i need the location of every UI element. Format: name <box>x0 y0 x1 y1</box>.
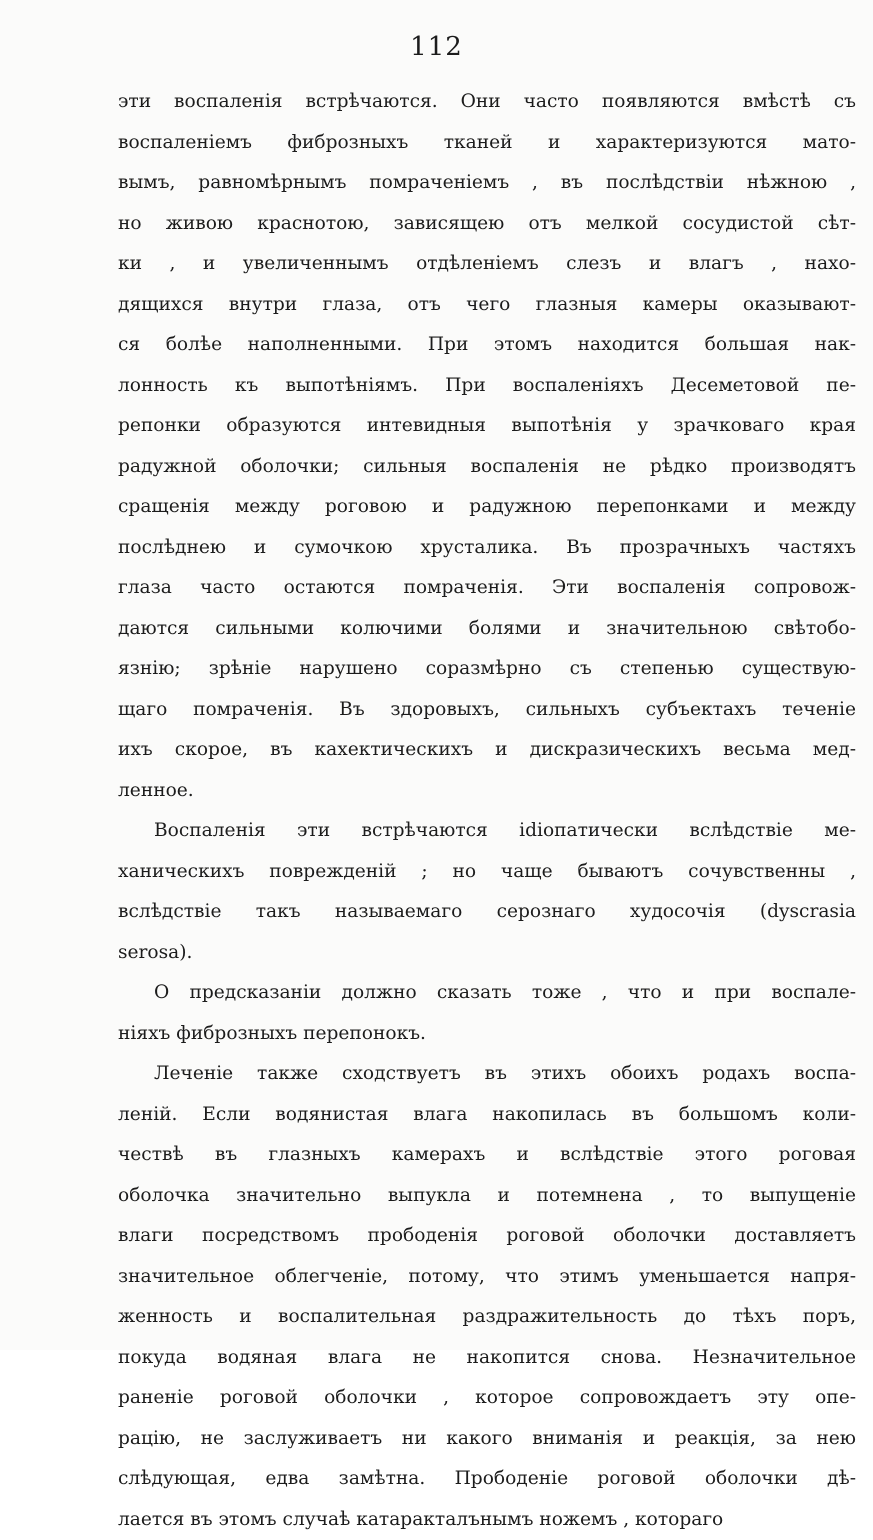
text-line: дящихся внутри глаза, отъ чего глазныя камеры оказывают- <box>118 285 856 326</box>
text-line: Воспаленія эти встрѣчаются idіопатически вслѣдствіе ме- <box>118 811 856 852</box>
text-line: ихъ скорое, въ кахектическихъ и дискразическихъ весьма мед- <box>118 730 856 771</box>
text-line: покуда водяная влага не накопится снова. Незначительное <box>118 1338 856 1379</box>
text-line: ся болѣе наполненными. При этомъ находится большая нак- <box>118 325 856 366</box>
text-line: ніяхъ фиброзныхъ перепонокъ. <box>118 1014 856 1055</box>
text-line: язнію; зрѣніе нарушено соразмѣрно съ степенью существую- <box>118 649 856 690</box>
text-line: лонность къ выпотѣніямъ. При воспаленіяхъ Десеметовой пе- <box>118 366 856 407</box>
page-number: 112 <box>0 32 873 62</box>
text-line: вымъ, равномѣрнымъ помраченіемъ , въ послѣдствіи нѣжною , <box>118 163 856 204</box>
text-line: слѣдующая, едва замѣтна. Прободеніе роговой оболочки дѣ- <box>118 1459 856 1500</box>
paragraph <box>118 82 856 811</box>
text-line: но живою краснотою, зависящею отъ мелкой сосудистой сѣт- <box>118 204 856 245</box>
text-line: оболочка значительно выпукла и потемнена , то выпущеніе <box>118 1176 856 1217</box>
text-line: леній. Если водянистая влага накопилась въ большомъ коли- <box>118 1095 856 1136</box>
text-line: глаза часто остаются помраченія. Эти воспаленія сопровож- <box>118 568 856 609</box>
text-line: рацію, не заслуживаетъ ни какого вниманія и реакція, за нею <box>118 1419 856 1460</box>
text-line: ленное. <box>118 771 856 812</box>
text-line: радужной оболочки; сильныя воспаленія не рѣдко производятъ <box>118 447 856 488</box>
text-line: воспаленіемъ фиброзныхъ тканей и характеризуются мато- <box>118 123 856 164</box>
text-line: ханическихъ поврежденій ; но чаще бываютъ сочувственны , <box>118 852 856 893</box>
text-line: репонки образуются интевидныя выпотѣнія у зрачковаго края <box>118 406 856 447</box>
text-line: щаго помраченія. Въ здоровыхъ, сильныхъ субъектахъ теченіе <box>118 690 856 731</box>
text-line: значительное облегченіе, потому, что этимъ уменьшается напря- <box>118 1257 856 1298</box>
text-line: эти воспаленія встрѣчаются. Они часто появляются вмѣстѣ съ <box>118 82 856 123</box>
text-line: лается въ этомъ случаѣ катаракталънымъ ножемъ , котораго <box>118 1500 856 1540</box>
paragraph <box>118 811 856 973</box>
text-line: ки , и увеличеннымъ отдѣленіемъ слезъ и влагъ , нахо- <box>118 244 856 285</box>
text-line: сращенія между роговою и радужною перепонками и между <box>118 487 856 528</box>
text-line: даются сильными колючими болями и значительною свѣтобо- <box>118 609 856 650</box>
text-line: вслѣдствіе такъ называемаго серознаго худосочія (dyscrasia <box>118 892 856 933</box>
text-line: влаги посредствомъ прободенія роговой оболочки доставляетъ <box>118 1216 856 1257</box>
text-line: О предсказаніи должно сказать тоже , что и при воспале- <box>118 973 856 1014</box>
text-line: Леченіе также сходствуетъ въ этихъ обоихъ родахъ воспа- <box>118 1054 856 1095</box>
text-line: чествѣ въ глазныхъ камерахъ и вслѣдствіе этого роговая <box>118 1135 856 1176</box>
paragraph <box>118 973 856 1054</box>
text-line: послѣднею и сумочкою хрусталика. Въ прозрачныхъ частяхъ <box>118 528 856 569</box>
text-line: раненіе роговой оболочки , которое сопровождаетъ эту опе- <box>118 1378 856 1419</box>
body-text <box>118 82 856 1540</box>
text-line: женность и воспалительная раздражительность до тѣхъ поръ, <box>118 1297 856 1338</box>
text-line: serosa). <box>118 933 856 974</box>
paragraph <box>118 1054 856 1540</box>
